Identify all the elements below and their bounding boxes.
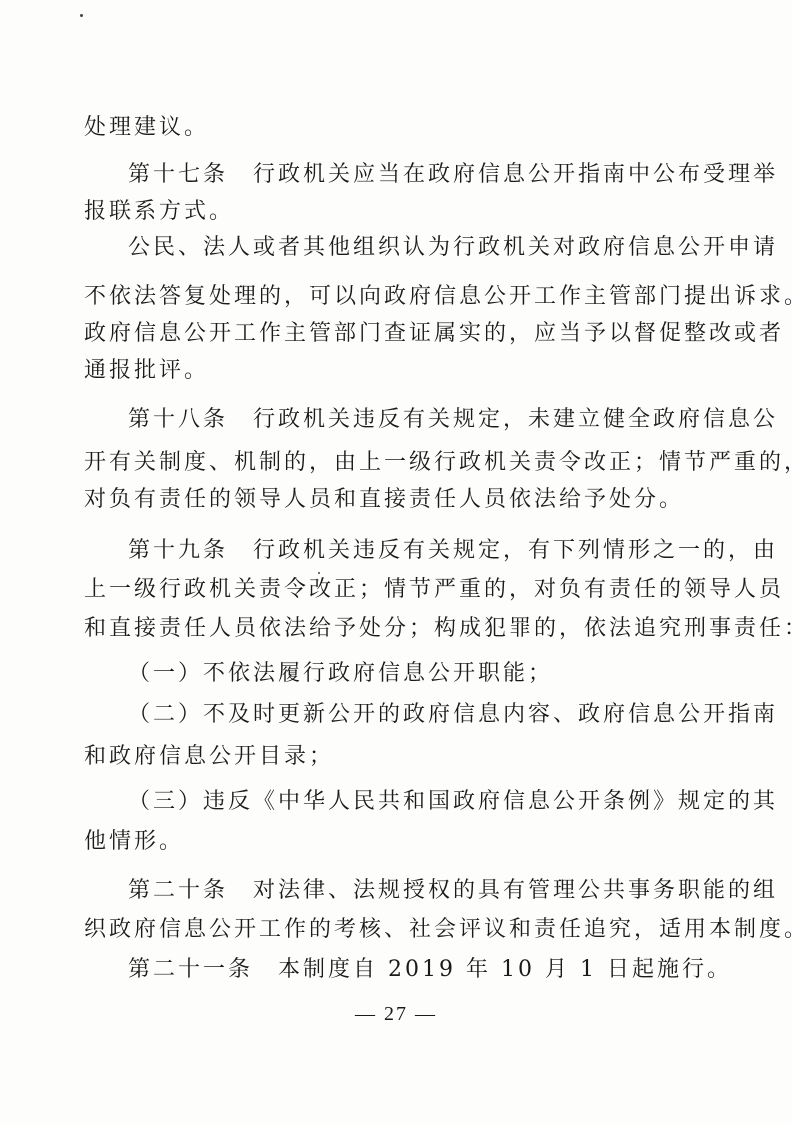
text-line: 第十九条 行政机关违反有关规定，有下列情形之一的，由	[128, 538, 779, 563]
text-line: 织政府信息公开工作的考核、社会评议和责任追究，适用本制度。	[84, 917, 809, 942]
scan-speck	[318, 572, 320, 574]
text-line: （三）违反《中华人民共和国政府信息公开条例》规定的其	[128, 789, 779, 814]
text-line: 和直接责任人员依法给予处分；构成犯罪的，依法追究刑事责任：	[84, 616, 809, 641]
text-line: 公民、法人或者其他组织认为行政机关对政府信息公开申请	[128, 235, 779, 260]
page-number: — 27 —	[355, 1003, 437, 1025]
text-line: 他情形。	[84, 829, 185, 854]
text-line: 不依法答复处理的，可以向政府信息公开工作主管部门提出诉求。	[84, 284, 809, 309]
text-line: 开有关制度、机制的，由上一级行政机关责令改正；情节严重的，	[84, 450, 809, 475]
text-line: 处理建议。	[84, 115, 210, 140]
text-line: 通报批评。	[84, 358, 210, 383]
text-line: （一）不依法履行政府信息公开职能；	[128, 661, 554, 686]
text-line: 第二十一条 本制度自 2019 年 10 月 1 日起施行。	[128, 957, 732, 982]
text-line: 和政府信息公开目录；	[84, 744, 335, 769]
text-line: 第十七条 行政机关应当在政府信息公开指南中公布受理举	[128, 162, 779, 187]
text-line: 政府信息公开工作主管部门查证属实的，应当予以督促整改或者	[84, 321, 785, 346]
text-line: 第十八条 行政机关违反有关规定，未建立健全政府信息公	[128, 407, 779, 432]
text-line: （二）不及时更新公开的政府信息内容、政府信息公开指南	[128, 702, 779, 727]
text-line: 上一级行政机关责令改正；情节严重的，对负有责任的领导人员	[84, 577, 785, 602]
text-line: 第二十条 对法律、法规授权的具有管理公共事务职能的组	[128, 878, 779, 903]
scan-speck	[80, 14, 83, 17]
text-line: 对负有责任的领导人员和直接责任人员依法给予处分。	[84, 487, 685, 512]
text-line: 报联系方式。	[84, 199, 235, 224]
